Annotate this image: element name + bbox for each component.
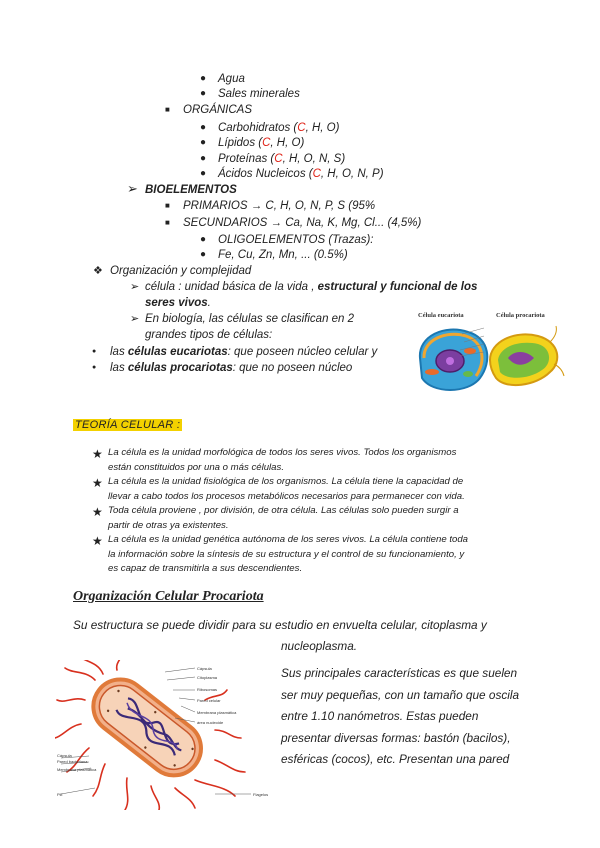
bullet-dot: ●	[200, 88, 207, 99]
svg-text:Ribosomas: Ribosomas	[197, 687, 218, 692]
theory-item: La célula es la unidad genética autónoma de los seres vivos. La célula contiene toda la información sobre la síntesis de su estructura y el control de su funcionamiento, y es capaz de transmitirla a sus descendientes.	[108, 534, 469, 574]
list-item: Ácidos Nucleicos (C, H, O, N, P)	[218, 168, 384, 180]
star-bullet-icon: ★	[92, 534, 103, 548]
list-item: Agua	[218, 73, 245, 85]
cell-definition: célula : unidad básica de la vida , estructural y funcional de los	[145, 281, 478, 293]
intro-paragraph: Su estructura se puede dividir para su estudio en envuelta celular, citoplasma y	[73, 618, 487, 632]
cell-comparison-image	[410, 306, 565, 400]
oligo-list: Fe, Cu, Zn, Mn, ... (0.5%)	[218, 249, 348, 261]
svg-text:Citoplasma: Citoplasma	[197, 675, 218, 680]
bullet-square: ■	[165, 201, 170, 210]
section-heading: Organización Celular Procariota	[73, 589, 264, 604]
bullet-dot: ●	[200, 137, 207, 148]
theory-heading: TEORÍA CELULAR :	[75, 419, 181, 431]
theory-item: Toda célula proviene , por división, de otra célula. Las células solo pueden surgir a partir de otras ya existentes.	[108, 505, 459, 531]
body-paragraph: Sus principales características es que suelen ser muy pequeñas, con un tamaño que oscila entre 1.10 nanómetros. Estas pueden presentar diversas formas: bastón (bacilos), esféricas (cocos), etc. Presentan una pared	[281, 666, 520, 766]
bullet-dot: ●	[200, 249, 207, 260]
svg-text:Cápsula: Cápsula	[57, 753, 72, 758]
cell-definition-cont: seres vivos.	[145, 297, 211, 309]
svg-text:Flagelos: Flagelos	[253, 792, 269, 797]
eukaryote-line: las células eucariotas: que poseen núcleo celular y	[110, 346, 378, 358]
bullet-dot: ●	[200, 122, 207, 133]
bullet-square: ■	[165, 218, 170, 227]
bullet-square: ■	[165, 105, 170, 114]
prokaryote-diagram	[55, 660, 280, 810]
list-item: Sales minerales	[218, 88, 300, 100]
secondary-elements: SECUNDARIOS → Ca, Na, K, Mg, Cl... (4,5%)	[183, 217, 422, 229]
diamond-bullet-icon: ❖	[93, 265, 103, 277]
bioelements-heading: BIOELEMENTOS	[145, 184, 237, 196]
svg-text:Cápsula: Cápsula	[197, 666, 212, 671]
arrow-bullet-icon: ➢	[130, 281, 140, 293]
svg-text:Membrana plasmática: Membrana plasmática	[57, 767, 97, 772]
star-bullet-icon: ★	[92, 447, 103, 461]
bullet-dot: ●	[200, 73, 207, 84]
bullet-dot: ●	[92, 364, 97, 371]
arrow-bullet-icon: ➢	[127, 181, 138, 196]
eukaryote-label: Célula eucariota	[418, 312, 464, 319]
classification-line: grandes tipos de células:	[145, 329, 273, 341]
intro-paragraph-cont: nucleoplasma.	[281, 639, 358, 653]
svg-text:Pili: Pili	[57, 792, 63, 797]
bullet-dot: ●	[92, 348, 97, 355]
svg-text:Pared bacteriana: Pared bacteriana	[57, 759, 88, 764]
theory-item: La célula es la unidad fisiológica de los organismos. La célula tiene la capacidad de llevar a cabo todos los procesos metabólicos necesarios para permanecer con vida.	[108, 476, 465, 502]
star-bullet-icon: ★	[92, 505, 103, 519]
organization-heading: Organización y complejidad	[110, 265, 252, 277]
bullet-dot: ●	[200, 153, 207, 164]
svg-text:Membrana plasmática: Membrana plasmática	[197, 710, 237, 715]
prokaryote-label: Célula procariota	[496, 312, 545, 319]
oligo-heading: OLIGOELEMENTOS (Trazas):	[218, 234, 374, 246]
list-item: Carbohidratos (C, H, O)	[218, 122, 340, 134]
svg-text:área nucleoide: área nucleoide	[197, 720, 224, 725]
bullet-dot: ●	[200, 234, 207, 245]
prokaryote-line: las células procariotas: que no poseen núcleo	[110, 362, 353, 374]
list-item: Proteínas (C, H, O, N, S)	[218, 153, 346, 165]
list-item: Lípidos (C, H, O)	[218, 137, 305, 149]
theory-item: La célula es la unidad morfológica de todos los seres vivos. Todos los organismos están constituidos por una o más células.	[108, 447, 457, 473]
svg-text:Pared celular: Pared celular	[197, 698, 221, 703]
arrow-bullet-icon: ➢	[130, 313, 140, 325]
organic-heading: ORGÁNICAS	[183, 104, 253, 116]
primary-elements: PRIMARIOS → C, H, O, N, P, S (95%	[183, 200, 376, 212]
classification-line: En biología, las células se clasifican en 2	[145, 313, 355, 325]
bullet-dot: ●	[200, 168, 207, 179]
star-bullet-icon: ★	[92, 476, 103, 490]
